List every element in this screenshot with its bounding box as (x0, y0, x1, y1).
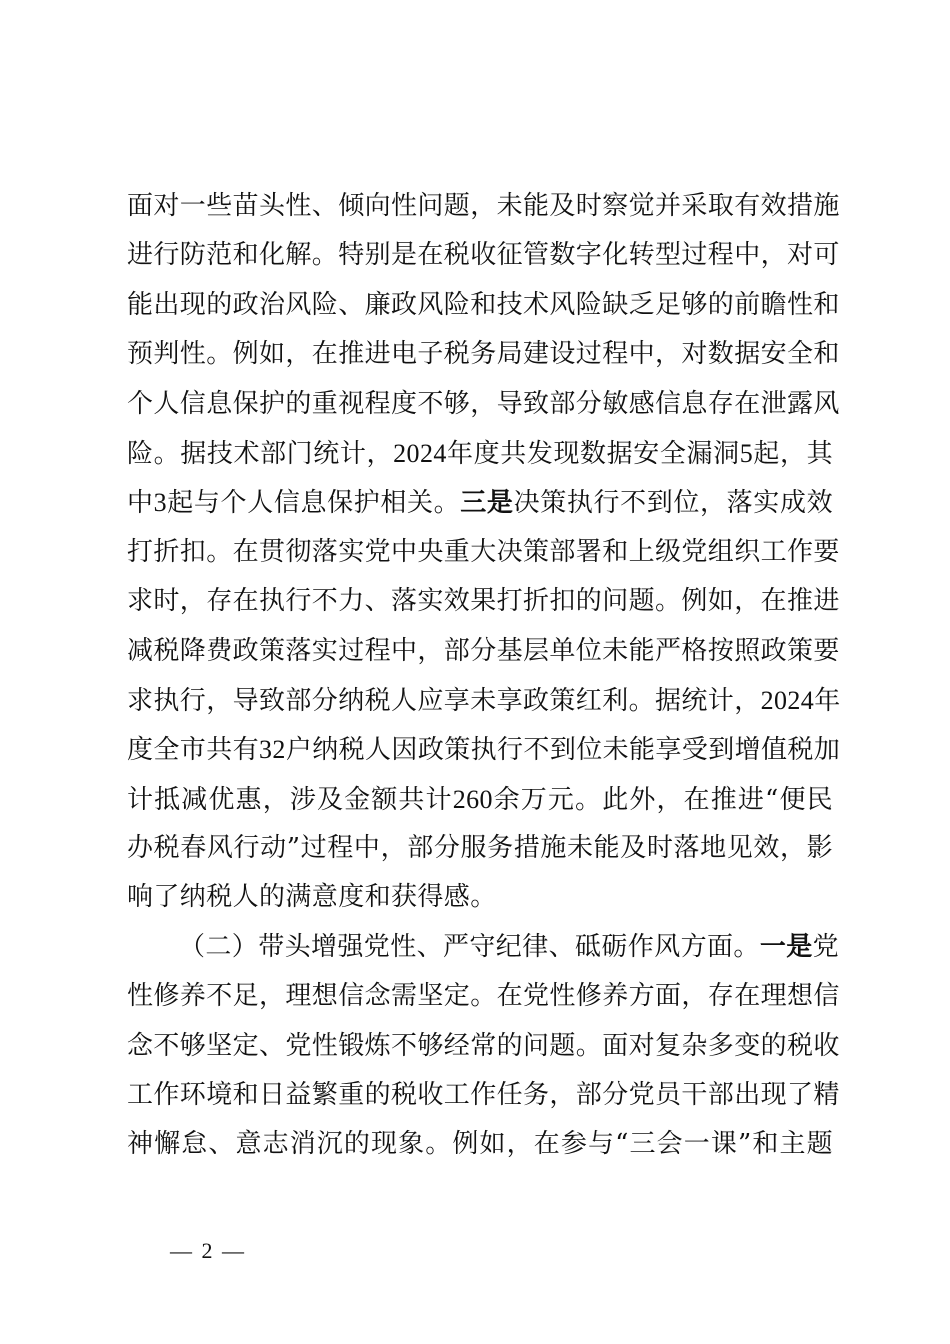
text-run: 起与个人信息保护相关。 (167, 488, 461, 519)
text-line (127, 1022, 840, 1071)
text-run: 中 (127, 488, 154, 519)
text-run: 起，其 (753, 438, 833, 469)
text-run: 预判性。例如，在推进电子税务局建设过程中，对数据安全和 (127, 339, 840, 370)
text-line (127, 281, 840, 330)
paragraph-p2 (127, 923, 840, 1170)
text-line (127, 528, 840, 577)
text-run: 32 (259, 735, 286, 765)
text-run: 3 (153, 488, 168, 518)
text-run: 进行防范和化解。特别是在税收征管数字化转型过程中，对可 (127, 240, 840, 271)
text-run: 个人信息保护的重视程度不够，导致部分敏感信息存在泄露风 (127, 388, 840, 419)
text-line (127, 676, 841, 725)
text-line (127, 380, 840, 429)
text-line (127, 873, 833, 922)
text-run: 减税降费政策落实过程中，部分基层单位未能严格按照政策要 (127, 635, 840, 666)
text-run: 求时，存在执行不力、落实效果打折扣的问题。例如，在推进 (127, 586, 840, 617)
text-line (127, 182, 840, 231)
text-run: 度全市共有 (127, 735, 260, 766)
text-run: 响了纳税人的满意度和获得感。 (127, 882, 497, 913)
text-run: 余万元。此外，在推进“便民 (492, 784, 833, 815)
text-line (127, 429, 833, 478)
text-run: 计抵减优惠，涉及金额共计 (127, 784, 453, 815)
text-line (127, 1120, 833, 1169)
text-run: 决策执行不到位，落实成效 (513, 488, 833, 519)
text-run: 年度共发现数据安全漏洞 (446, 438, 740, 469)
text-line (127, 627, 840, 676)
text-run: 户纳税人因政策执行不到位未能享受到增值税加 (285, 735, 841, 766)
text-run: 险。据技术部门统计， (127, 438, 394, 469)
text-run: 2024 (393, 438, 447, 468)
text-run: 打折扣。在贯彻落实党中央重大决策部署和上级党组织工作要 (127, 536, 840, 567)
text-line (127, 577, 840, 626)
text-run: 工作环境和日益繁重的税收工作任务，部分党员干部出现了精 (127, 1080, 840, 1111)
text-line (127, 923, 840, 972)
text-run: 求执行，导致部分纳税人应享未享政策红利。据统计， (127, 685, 761, 716)
body-text (127, 182, 841, 1170)
page-number: — 2 — (170, 1238, 246, 1263)
text-run: 2024 (760, 685, 815, 715)
emphasis-text: 一是 (759, 931, 813, 962)
text-line (127, 775, 833, 824)
text-run: 神懈怠、意志消沉的现象。例如，在参与“三会一课”和主题 (127, 1129, 833, 1160)
text-run: 办税春风行动”过程中，部分服务措施未能及时落地见效，影 (127, 833, 833, 864)
text-line (127, 972, 840, 1021)
text-run: 性修养不足，理想信念需坚定。在党性修养方面，存在理想信 (127, 981, 840, 1012)
text-run: 年 (814, 685, 841, 716)
text-run: 面对一些苗头性、倾向性问题，未能及时察觉并采取有效措施 (127, 191, 840, 221)
text-line (127, 1071, 840, 1120)
text-run: 能出现的政治风险、廉政风险和技术风险缺乏足够的前瞻性和 (127, 289, 840, 320)
text-run: 党 (812, 931, 840, 962)
text-line (127, 478, 833, 527)
paragraph-p1 (127, 182, 841, 923)
text-run: 5 (739, 438, 754, 468)
text-line (127, 330, 840, 379)
text-line (127, 725, 841, 774)
text-line (127, 824, 833, 873)
text-line (127, 231, 840, 280)
text-run: 260 (452, 784, 493, 814)
emphasis-text: 三是 (460, 488, 514, 519)
text-run: （二）带头增强党性、严守纪律、砥砺作风方面。 (179, 931, 760, 962)
text-run: 念不够坚定、党性锻炼不够经常的问题。面对复杂多变的税收 (127, 1030, 840, 1061)
